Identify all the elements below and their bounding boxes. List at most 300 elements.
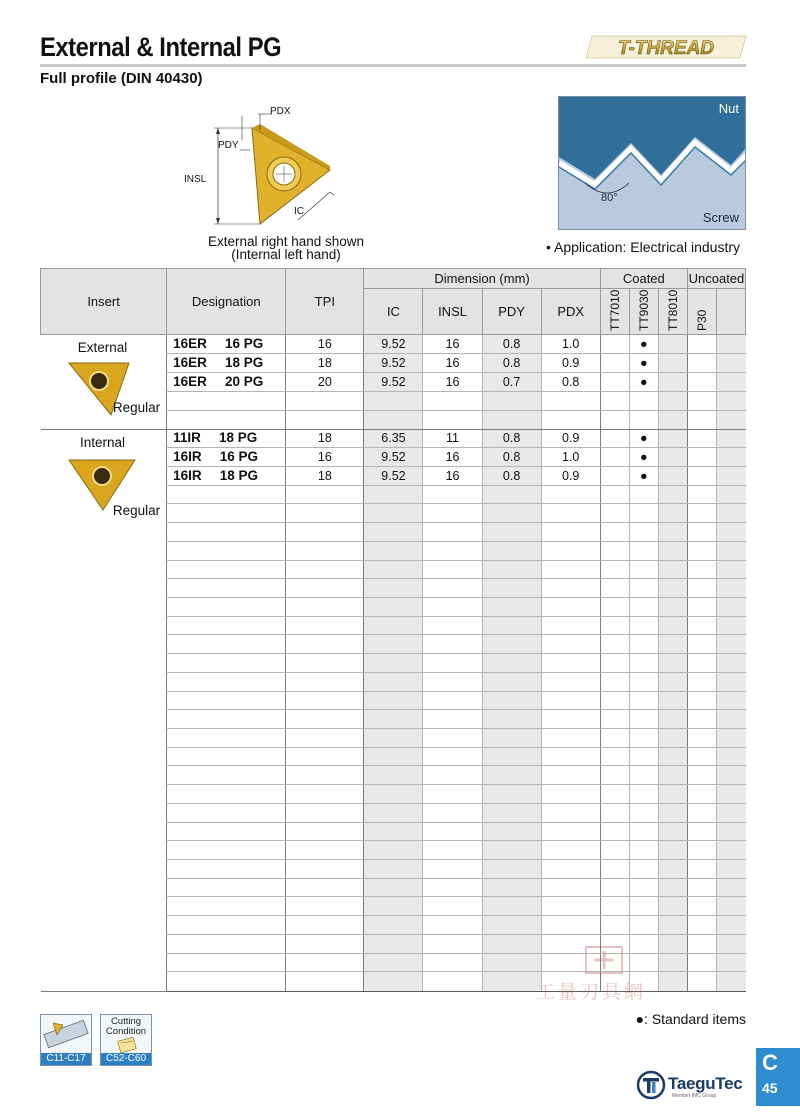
grade-p30-cell (687, 541, 716, 560)
header-grade-tt7010: TT7010 (600, 289, 629, 335)
header-grade-p30: P30 (687, 289, 716, 335)
pdx-cell: 1.0 (541, 335, 600, 354)
title-divider (40, 64, 746, 67)
insert-dimension-diagram (180, 100, 360, 240)
tpi-cell (286, 541, 364, 560)
pdx-cell (541, 878, 600, 897)
insl-cell: 16 (423, 372, 482, 391)
grade-blank-cell (716, 579, 745, 598)
cutting-condition-link[interactable] (100, 1014, 152, 1066)
grade-blank-cell (716, 897, 745, 916)
grade-blank-cell (716, 448, 745, 467)
pdy-cell (482, 579, 541, 598)
pdy-cell (482, 616, 541, 635)
designation-cell (167, 953, 286, 972)
grade-tt8010-cell (658, 466, 687, 485)
grade-blank-cell (716, 541, 745, 560)
ic-cell: 9.52 (364, 335, 423, 354)
grade-tt7010-cell (600, 766, 629, 785)
designation-cell (167, 897, 286, 916)
grade-tt7010-cell (600, 635, 629, 654)
insl-cell (423, 560, 482, 579)
grade-tt9030-cell (629, 391, 658, 410)
grade-blank-cell (716, 710, 745, 729)
grade-tt8010-cell (658, 878, 687, 897)
tpi-cell (286, 953, 364, 972)
grade-blank-cell (716, 635, 745, 654)
ic-cell (364, 729, 423, 748)
ic-cell: 9.52 (364, 353, 423, 372)
cutting-condition-icon (101, 1015, 151, 1055)
ic-cell (364, 916, 423, 935)
designation-code: 16ER (173, 373, 207, 389)
grade-tt9030-cell (629, 691, 658, 710)
ic-cell: 9.52 (364, 466, 423, 485)
spec-table-body (41, 335, 746, 992)
thread-angle-label: 80° (601, 192, 618, 204)
tpi-cell (286, 410, 364, 429)
insl-cell: 16 (423, 448, 482, 467)
grade-blank-cell (716, 860, 745, 879)
grade-p30-cell (687, 672, 716, 691)
designation-code: 16IR (173, 467, 202, 483)
designation-cell (167, 878, 286, 897)
page-title: External & Internal PG (40, 32, 282, 62)
designation-size: 18 PG (218, 430, 258, 446)
tpi-cell (286, 860, 364, 879)
grade-tt9030-cell (629, 672, 658, 691)
ic-cell (364, 523, 423, 542)
ic-cell (364, 654, 423, 673)
grade-tt9030-cell (629, 878, 658, 897)
grade-tt8010-cell (658, 335, 687, 354)
pdy-cell (482, 504, 541, 523)
insl-cell (423, 747, 482, 766)
insl-cell (423, 579, 482, 598)
grade-p30-cell (687, 579, 716, 598)
pdy-cell (482, 635, 541, 654)
grade-tt7010-cell (600, 429, 629, 448)
ic-cell (364, 747, 423, 766)
tpi-cell: 20 (286, 372, 364, 391)
grade-tt9030-cell (629, 710, 658, 729)
tpi-cell (286, 822, 364, 841)
pdx-cell (541, 579, 600, 598)
header-insl: INSL (423, 289, 482, 335)
grade-tt8010-cell (658, 747, 687, 766)
pdy-cell: 0.8 (482, 429, 541, 448)
designation-size: 18 PG (224, 354, 264, 370)
designation-cell (167, 616, 286, 635)
ic-cell (364, 616, 423, 635)
grade-tt8010-cell (658, 616, 687, 635)
pdx-cell (541, 410, 600, 429)
screw-label: Screw (702, 210, 739, 225)
pdy-cell (482, 878, 541, 897)
pdx-cell (541, 485, 600, 504)
designation-cell (167, 560, 286, 579)
grade-tt9030-cell (629, 860, 658, 879)
watermark-emblem (584, 945, 624, 975)
pdx-cell (541, 916, 600, 935)
pdy-cell (482, 841, 541, 860)
diagram-caption-line2: (Internal left hand) (231, 247, 341, 262)
pdx-cell (541, 541, 600, 560)
pdy-cell (482, 691, 541, 710)
ic-cell (364, 560, 423, 579)
ic-cell (364, 822, 423, 841)
designation-cell (167, 391, 286, 410)
header-insert: Insert (41, 269, 167, 335)
ic-cell: 6.35 (364, 429, 423, 448)
insl-cell (423, 710, 482, 729)
insl-cell (423, 541, 482, 560)
grade-tt7010-cell (600, 448, 629, 467)
page-subtitle: Full profile (DIN 40430) (40, 70, 203, 87)
table-row (41, 429, 746, 448)
pdy-cell (482, 953, 541, 972)
grade-p30-cell (687, 410, 716, 429)
insl-cell: 16 (423, 466, 482, 485)
header-grade-tt9030: TT9030 (629, 289, 658, 335)
designation-size: 16 PG (224, 335, 264, 351)
pdy-cell (482, 597, 541, 616)
grade-p30-cell (687, 729, 716, 748)
grade-tt8010-cell (658, 391, 687, 410)
tool-reference-link[interactable] (40, 1014, 92, 1066)
grade-p30-cell (687, 353, 716, 372)
pdy-cell (482, 523, 541, 542)
designation-cell (167, 785, 286, 804)
pdy-cell (482, 972, 541, 991)
header-coated: Coated (600, 269, 687, 289)
grade-tt7010-cell (600, 729, 629, 748)
designation-code: 16ER (173, 335, 207, 351)
ic-cell (364, 785, 423, 804)
grade-tt8010-cell (658, 710, 687, 729)
tpi-cell (286, 654, 364, 673)
grade-tt8010-cell (658, 916, 687, 935)
pdy-cell (482, 410, 541, 429)
tpi-cell (286, 635, 364, 654)
grade-tt7010-cell (600, 579, 629, 598)
tpi-cell (286, 803, 364, 822)
diagram-caption-line1: External right hand shown (207, 234, 365, 249)
grade-p30-cell (687, 803, 716, 822)
grade-p30-cell (687, 953, 716, 972)
ic-cell (364, 410, 423, 429)
designation-cell (167, 410, 286, 429)
pdx-cell (541, 729, 600, 748)
grade-p30-cell (687, 785, 716, 804)
grade-blank-cell (716, 654, 745, 673)
pdx-cell (541, 747, 600, 766)
grade-p30-cell (687, 466, 716, 485)
grade-tt9030-cell (629, 410, 658, 429)
grade-tt7010-cell (600, 672, 629, 691)
insl-cell (423, 860, 482, 879)
pdy-cell (482, 729, 541, 748)
pdx-cell (541, 672, 600, 691)
designation-cell (167, 541, 286, 560)
tpi-cell: 16 (286, 448, 364, 467)
pdy-cell (482, 785, 541, 804)
grade-blank-cell (716, 597, 745, 616)
pdy-cell: 0.8 (482, 466, 541, 485)
designation-cell (167, 972, 286, 991)
grade-blank-cell (716, 372, 745, 391)
grade-tt9030-cell: ● (629, 372, 658, 391)
designation-cell (167, 579, 286, 598)
ic-cell: 9.52 (364, 372, 423, 391)
tpi-cell (286, 391, 364, 410)
grade-blank-cell (716, 953, 745, 972)
grade-tt8010-cell (658, 635, 687, 654)
ic-cell (364, 841, 423, 860)
ic-cell (364, 878, 423, 897)
designation-cell (167, 654, 286, 673)
brand-name: TaeguTec (668, 1074, 743, 1093)
header-dimension-group: Dimension (mm) (364, 269, 600, 289)
grade-p30-cell (687, 391, 716, 410)
grade-tt7010-cell (600, 691, 629, 710)
grade-tt7010-cell (600, 897, 629, 916)
grade-tt9030-cell (629, 785, 658, 804)
grade-tt9030-cell (629, 635, 658, 654)
tpi-cell (286, 878, 364, 897)
grade-tt8010-cell (658, 785, 687, 804)
grade-tt9030-cell (629, 747, 658, 766)
pdy-cell (482, 654, 541, 673)
pdx-cell (541, 504, 600, 523)
grade-p30-cell (687, 897, 716, 916)
insl-cell (423, 878, 482, 897)
grade-blank-cell (716, 729, 745, 748)
header-uncoated: Uncoated (687, 269, 745, 289)
ic-cell (364, 485, 423, 504)
pdy-cell (482, 747, 541, 766)
grade-tt7010-cell (600, 485, 629, 504)
tpi-cell (286, 785, 364, 804)
tpi-cell: 18 (286, 466, 364, 485)
grade-tt9030-cell (629, 523, 658, 542)
thread-profile-image (558, 96, 746, 230)
grade-tt7010-cell (600, 353, 629, 372)
designation-cell (167, 504, 286, 523)
grade-p30-cell (687, 860, 716, 879)
designation-cell (167, 860, 286, 879)
pdx-cell: 0.9 (541, 466, 600, 485)
pdx-cell (541, 897, 600, 916)
pdy-cell (482, 822, 541, 841)
insl-cell (423, 822, 482, 841)
header-ic: IC (364, 289, 423, 335)
pdx-cell: 0.9 (541, 353, 600, 372)
grade-blank-cell (716, 504, 745, 523)
grade-tt9030-cell (629, 616, 658, 635)
tpi-cell (286, 710, 364, 729)
grade-tt8010-cell (658, 897, 687, 916)
designation-cell (167, 841, 286, 860)
grade-tt8010-cell (658, 448, 687, 467)
header-designation: Designation (167, 269, 286, 335)
grade-tt8010-cell (658, 691, 687, 710)
pdx-cell (541, 841, 600, 860)
insl-cell (423, 504, 482, 523)
grade-tt9030-cell (629, 541, 658, 560)
section-tab (756, 1048, 800, 1106)
grade-tt8010-cell (658, 485, 687, 504)
page-number: 45 (762, 1080, 778, 1096)
grade-blank-cell (716, 353, 745, 372)
grade-blank-cell (716, 523, 745, 542)
grade-tt7010-cell (600, 710, 629, 729)
insl-cell (423, 785, 482, 804)
ic-label: IC (294, 206, 304, 217)
pdx-cell (541, 391, 600, 410)
grade-blank-cell (716, 972, 745, 991)
diagram-caption (186, 235, 386, 261)
grade-p30-cell (687, 448, 716, 467)
grade-blank-cell (716, 803, 745, 822)
grade-p30-cell (687, 747, 716, 766)
grade-tt9030-cell: ● (629, 448, 658, 467)
grade-blank-cell (716, 429, 745, 448)
ic-cell (364, 934, 423, 953)
designation-cell (167, 429, 286, 448)
grade-tt9030-cell (629, 597, 658, 616)
tpi-cell: 18 (286, 429, 364, 448)
grade-p30-cell (687, 654, 716, 673)
grade-p30-cell (687, 560, 716, 579)
tpi-cell (286, 972, 364, 991)
ic-cell (364, 635, 423, 654)
section-letter: C (762, 1050, 778, 1075)
ic-cell (364, 897, 423, 916)
ic-cell (364, 504, 423, 523)
table-row (41, 335, 746, 354)
grade-tt7010-cell (600, 785, 629, 804)
grade-tt7010-cell (600, 841, 629, 860)
application-note: • Application: Electrical industry (546, 239, 740, 255)
tpi-cell (286, 597, 364, 616)
designation-cell (167, 747, 286, 766)
grade-tt8010-cell (658, 860, 687, 879)
grade-blank-cell (716, 560, 745, 579)
grade-blank-cell (716, 616, 745, 635)
grade-tt7010-cell (600, 878, 629, 897)
grade-tt9030-cell (629, 504, 658, 523)
insl-cell (423, 972, 482, 991)
tpi-cell (286, 691, 364, 710)
ic-cell (364, 597, 423, 616)
insl-cell (423, 803, 482, 822)
pdx-cell (541, 654, 600, 673)
grade-p30-cell (687, 523, 716, 542)
grade-tt9030-cell (629, 897, 658, 916)
insl-cell (423, 691, 482, 710)
pdy-cell (482, 934, 541, 953)
grade-p30-cell (687, 822, 716, 841)
grade-blank-cell (716, 747, 745, 766)
grade-tt9030-cell (629, 803, 658, 822)
pdx-cell (541, 860, 600, 879)
watermark-text: 工量刃具網 (536, 981, 647, 1003)
pdy-cell (482, 803, 541, 822)
designation-cell (167, 635, 286, 654)
grade-tt7010-cell (600, 616, 629, 635)
grade-tt7010-cell (600, 822, 629, 841)
insl-cell (423, 654, 482, 673)
insl-cell (423, 953, 482, 972)
designation-cell (167, 803, 286, 822)
insl-cell (423, 597, 482, 616)
tpi-cell (286, 766, 364, 785)
tpi-cell (286, 616, 364, 635)
grade-tt8010-cell (658, 729, 687, 748)
ic-cell (364, 710, 423, 729)
ic-cell (364, 672, 423, 691)
grade-tt9030-cell (629, 841, 658, 860)
grade-blank-cell (716, 466, 745, 485)
pdy-cell: 0.8 (482, 448, 541, 467)
designation-size: 16 PG (219, 449, 258, 465)
grade-p30-cell (687, 504, 716, 523)
grade-p30-cell (687, 597, 716, 616)
designation-cell (167, 448, 286, 467)
grade-p30-cell (687, 372, 716, 391)
designation-cell (167, 766, 286, 785)
toolholder-icon (41, 1015, 91, 1053)
insl-cell (423, 729, 482, 748)
grade-blank-cell (716, 878, 745, 897)
grade-tt7010-cell (600, 560, 629, 579)
grade-blank-cell (716, 335, 745, 354)
insl-cell: 16 (423, 335, 482, 354)
grade-tt9030-cell (629, 560, 658, 579)
tool-reference-pages: C11-C17 (41, 1053, 91, 1065)
grade-tt9030-cell (629, 916, 658, 935)
grade-tt7010-cell (600, 916, 629, 935)
insl-cell (423, 916, 482, 935)
tpi-cell (286, 747, 364, 766)
pdx-cell (541, 803, 600, 822)
grade-tt8010-cell (658, 560, 687, 579)
grade-tt8010-cell (658, 353, 687, 372)
watermark (536, 945, 676, 1015)
insert-hole (90, 372, 108, 390)
pdy-cell (482, 485, 541, 504)
insl-cell (423, 897, 482, 916)
grade-tt8010-cell (658, 541, 687, 560)
pdx-cell (541, 785, 600, 804)
designation-code: 16ER (173, 354, 207, 370)
pdy-cell: 0.8 (482, 353, 541, 372)
grade-p30-cell (687, 710, 716, 729)
tpi-cell (286, 934, 364, 953)
pdx-cell (541, 523, 600, 542)
insert-hole (93, 467, 111, 485)
grade-tt8010-cell (658, 579, 687, 598)
grade-blank-cell (716, 410, 745, 429)
grade-tt9030-cell: ● (629, 466, 658, 485)
grade-tt9030-cell: ● (629, 429, 658, 448)
grade-blank-cell (716, 841, 745, 860)
pdy-cell (482, 916, 541, 935)
designation-cell (167, 729, 286, 748)
grade-tt7010-cell (600, 391, 629, 410)
header-grade-blank (716, 289, 745, 335)
